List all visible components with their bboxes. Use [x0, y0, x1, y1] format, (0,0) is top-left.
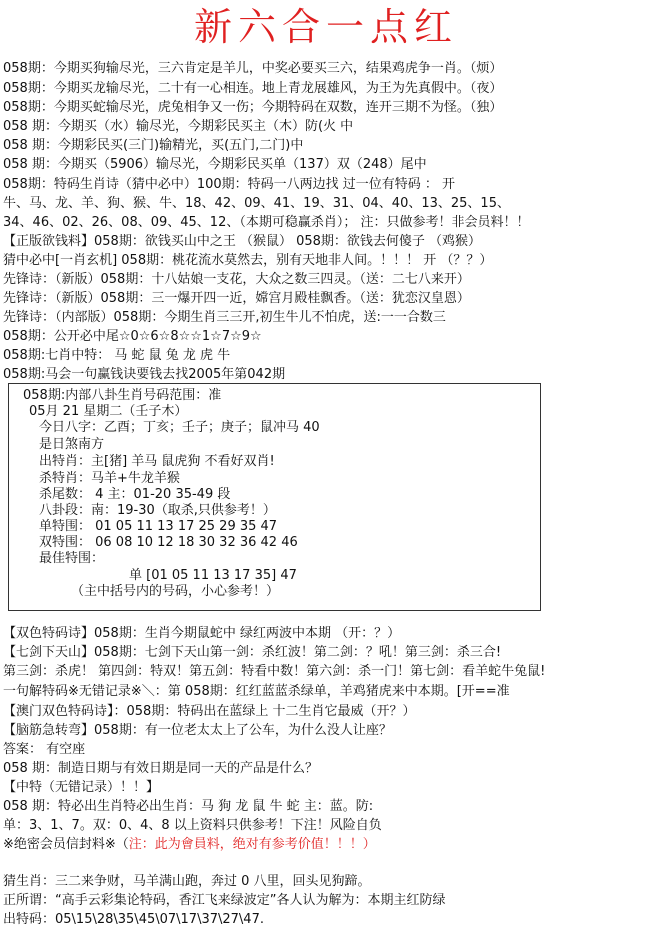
text-line: 先锋诗：（新版）058期：十八姑娘一支花，大众之数三四灵。（送：二七八来开）	[3, 272, 470, 287]
box-line: 今日八字：乙酉；丁亥；壬子；庚子；鼠冲马 40	[39, 420, 320, 435]
box-line: 05月 21 星期二（壬子木）	[29, 404, 188, 419]
text-line: 058 期：今期买（5906）输尽光，今期彩民买单（137）双（248）尾中	[3, 157, 427, 172]
box-line: 双特围： 06 08 10 12 18 30 32 36 42 46	[39, 535, 298, 550]
box-line: 最佳特围：	[39, 551, 105, 566]
text-line: 一句解特码※无错记录※＼：第 058期：红红蓝蓝杀绿单，羊鸡猪虎来中本期。[开==准	[3, 684, 510, 699]
text-line: 058 期：今期买（水）输尽光，今期彩民买主（木）防(火 中	[3, 119, 354, 134]
text-line: 058期：今期买狗输尽光，三六肯定是羊儿，中奖必要买三六，结果鸡虎争一肖。（烦）	[3, 61, 503, 76]
text-line: 【澳门双色特码诗】：058期：特码出在蓝绿上 十二生肖它最威（开？）	[3, 704, 416, 719]
box-line: 单 [01 05 11 13 17 35] 47	[129, 568, 297, 583]
page-title: 新六合一点红	[193, 5, 458, 49]
text-line: 出特码：05\15\28\35\45\07\17\37\27\47.	[3, 912, 264, 927]
box-line: （主中括号内的号码，小心参考！）	[71, 584, 280, 599]
text-line: 【脑筋急转弯】058期：有一位老太太上了公车，为什么没人让座？	[3, 723, 392, 738]
info-box	[8, 383, 541, 611]
text-line: 058期:马会一句赢钱诀要钱去找2005年第042期	[3, 367, 286, 382]
text-line: 058期：今期买蛇输尽光，虎兔相争又一伤；今期特码在双数，连开三期不为怪。（独）	[3, 100, 503, 115]
text-line: 先锋诗：（内部版）058期：今期生肖三三开,初生牛儿不怕虎，送:一一合数三	[3, 310, 446, 325]
vip-line	[3, 836, 376, 853]
text-line: 【双色特码诗】058期：生肖今期鼠蛇中 绿红两波中本期 （开：？）	[3, 626, 401, 641]
text-line: 答案： 有空座	[3, 742, 86, 757]
text-line: 058期：今期买龙输尽光，二十有一心相连。地上青龙展雄风，为王为先真假中。（夜）	[3, 81, 503, 96]
box-line: 杀尾数： 4 主：01-20 35-49 段	[39, 487, 231, 502]
text-line: 058 期：今期彩民买(三门)输精光，买(五门,二门)中	[3, 138, 304, 153]
box-line: 杀特肖：马羊+牛龙羊猴	[39, 471, 180, 486]
box-line: 是日煞南方	[39, 437, 105, 452]
text-line: 058期：公开必中尾☆0☆6☆8☆☆1☆7☆9☆	[3, 329, 262, 344]
text-line: 猜生肖：三二来争财，马羊满山跑，奔过 0 八里，回头见狗蹄。	[3, 874, 371, 889]
text-line: 【七剑下天山】058期：七剑下天山第一剑：杀红波！第二剑：？吼！第三剑：杀三合!	[3, 645, 502, 660]
text-line: 先锋诗：（新版）058期：三一爆开四一近，嫦宫月殿桂飘香。（送：犹恋汉皇恩）	[3, 291, 470, 306]
zodiac-number-line: 牛、马、龙、羊、狗、猴、牛、18、42、09、41、19、31、04、40、13、25、15、	[3, 196, 510, 211]
text-line: 正所谓：“高手云彩集论特码，香江飞来绿波定”各人认为解为：本期主红防绿	[3, 893, 446, 908]
text-line: 058期：特码生肖诗（猜中必中）100期：特码一八两边找 过一位有特码 ： 开	[3, 177, 456, 192]
text-line: 058 期：制造日期与有效日期是同一天的产品是什么？	[3, 761, 318, 776]
box-line: 八卦段：南：19-30（取杀,只供参考！）	[39, 503, 276, 518]
vip-label: ※绝密会员信封料※（	[3, 837, 129, 852]
text-line: 第三剑：杀虎！ 第四剑：特双！第五剑：特看中数！第六剑：杀一门！第七剑：看羊蛇牛兔鼠!	[3, 664, 546, 679]
text-line: 058期:七肖中特： 马 蛇 鼠 兔 龙 虎 牛	[3, 348, 231, 363]
text-line: 单：3、1、7。双：0、4、8 以上资料只供参考！下注！风险自负	[3, 818, 382, 833]
box-line: 单特围： 01 05 11 13 17 25 29 35 47	[39, 519, 278, 534]
box-line: 出特肖：主[猪] 羊马 鼠虎狗 不看好双肖!	[39, 454, 275, 469]
text-line: 34、46、02、26、08、09、45、12、（本期可稳赢杀肖）； 注：只做参考！非会员料！！	[3, 215, 530, 230]
text-line: 【正版欲钱料】058期：欲钱买山中之王 （猴鼠） 058期：欲钱去何傻子 （鸡猴）	[3, 234, 482, 249]
text-line: 猜中必中[一肖玄机] 058期：桃花流水莫然去，别有天地非人间。！！！ 开 （？？）	[3, 253, 493, 268]
vip-note: 注：此为會員料，绝对有参考价值！！！）	[128, 837, 376, 852]
text-line: 058 期：特必出生肖特必出生肖：马 狗 龙 鼠 牛 蛇 主：蓝。防:	[3, 799, 374, 814]
text-line: 【中特（无错记录）！！】	[3, 780, 160, 795]
box-line: 058期:内部八卦生肖号码范围：准	[23, 388, 222, 403]
